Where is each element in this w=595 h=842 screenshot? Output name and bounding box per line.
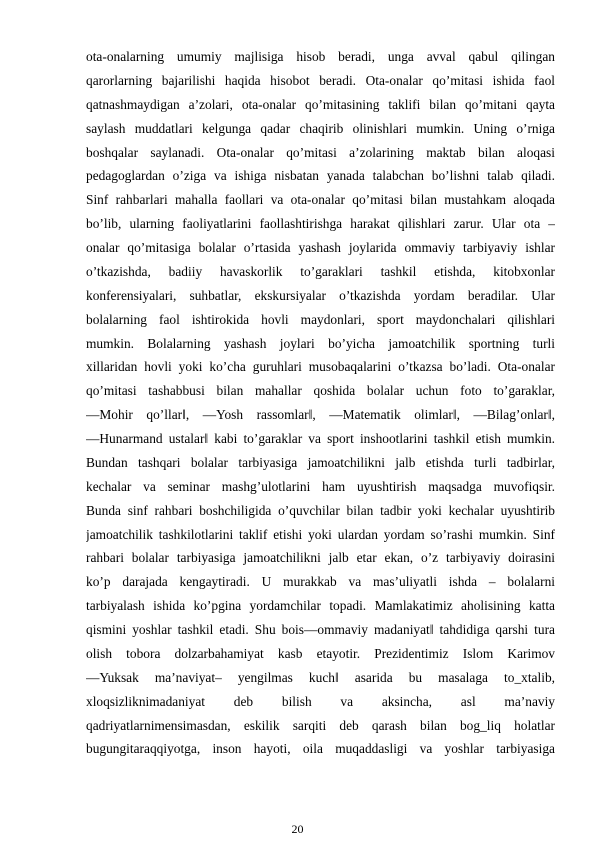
text-line: jamoatchilik tashkilotlarini taklif etishi yoki ulardan yordam so’rashi mumkin. Sinf — [86, 526, 555, 542]
text-line: xillaridan hovli yoki ko’cha guruhlari musobaqalarini o’tkazsa bo’ladi. Ota-onalar — [86, 359, 555, 375]
body-text — [86, 45, 555, 761]
text-line: pedagoglardan o’ziga va ishiga nisbatan yanada talabchan bo’lishni talab qiladi. — [86, 168, 555, 184]
text-line: bo’lib, ularning faoliyatlarini faollashtirishga harakat qilishlari zarur. Ular ota – — [86, 216, 555, 232]
text-line: ota-onalarning umumiy majlisiga hisob beradi, unga avval qabul qilingan — [86, 49, 555, 64]
text-line: onalar qo’mitasiga bolalar o’rtasida yashash joylarida ommaviy tarbiyaviy ishlar — [86, 240, 555, 255]
text-line: qatnashmaydigan a’zolari, ota-onalar qo’mitasining taklifi bilan qo’mitani qayta — [86, 96, 555, 112]
text-line: saylash muddatlari kelgunga qadar chaqirib olinishlari mumkin. Uning o’rniga — [86, 120, 555, 136]
text-line: qadriyatlarnimensimasdan, eskilik sarqiti deb qarash bilan bog_liq holatlar — [86, 717, 555, 733]
text-line: mumkin. Bolalarning yashash joylari bo’yicha jamoatchilik sportning turli — [86, 335, 555, 351]
page-number: 20 — [291, 822, 304, 836]
text-line: ―Mohir qo’llar‖, ―Yosh rassomlar‖, ―Matematik olimlar‖, ―Bilag’onlar‖, — [86, 407, 555, 423]
text-line: Sinf rahbarlari mahalla faollari va ota-onalar qo’mitasi bilan mustahkam aloqada — [86, 192, 555, 208]
text-line: rahbari bolalar tarbiyasiga jamoatchilikni jalb etar ekan, o’z tarbiyaviy doirasini — [86, 550, 555, 566]
text-line: konferensiyalari, suhbatlar, ekskursiyalar o’tkazishda yordam beradilar. Ular — [86, 287, 555, 303]
text-line: ―Yuksak ma’naviyat– yengilmas kuch‖ asarida bu masalaga to_xtalib, — [86, 669, 555, 685]
text-line: qo’mitasi tashabbusi bilan mahallar qoshida bolalar uchun foto to’garaklar, — [86, 383, 555, 399]
text-line: ko’p darajada kengaytiradi. U murakkab va mas’uliyatli ishda – bolalarni — [86, 574, 555, 590]
text-line: kechalar va seminar mashg’ulotlarini ham uyushtirish maqsadga muvofiqsir. — [86, 478, 555, 494]
text-line: bugungitaraqqiyotga, inson hayoti, oila muqaddasligi va yoshlar tarbiyasiga — [86, 741, 555, 757]
text-line: tarbiyalash ishida ko’pgina yordamchilar topadi. Mamlakatimiz aholisining katta — [86, 598, 555, 614]
text-line: qarorlarning bajarilishi haqida hisobot beradi. Ota-onalar qo’mitasi ishida faol — [86, 72, 555, 88]
text-line: bolalarning faol ishtirokida hovli maydonlari, sport maydonchalari qilishlari — [86, 311, 555, 327]
text-line: Bundan tashqari bolalar tarbiyasiga jamoatchilikni jalb etishda turli tadbirlar, — [86, 454, 555, 470]
text-line: ―Hunarmand ustalar‖ kabi to’garaklar va sport inshootlarini tashkil etish mumkin. — [86, 431, 555, 446]
text-line: Bunda sinf rahbari boshchiligida o’quvchilar bilan tadbir yoki kechalar uyushtirib — [86, 502, 555, 518]
text-line: o’tkazishda, badiiy havaskorlik to’garaklari tashkil etishda, kitobxonlar — [86, 263, 555, 279]
text-line: olish tobora dolzarbahamiyat kasb etayotir. Prezidentimiz Islom Karimov — [86, 645, 555, 661]
text-line: boshqalar saylanadi. Ota-onalar qo’mitasi a’zolarining maktab bilan aloqasi — [86, 144, 555, 160]
text-line: xloqsizliknimadaniyat deb bilish va aksincha, asl ma’naviy — [86, 693, 555, 709]
text-line: qismini yoshlar tashkil etadi. Shu bois―ommaviy madaniyat‖ tahdidiga qarshi tura — [86, 622, 555, 637]
